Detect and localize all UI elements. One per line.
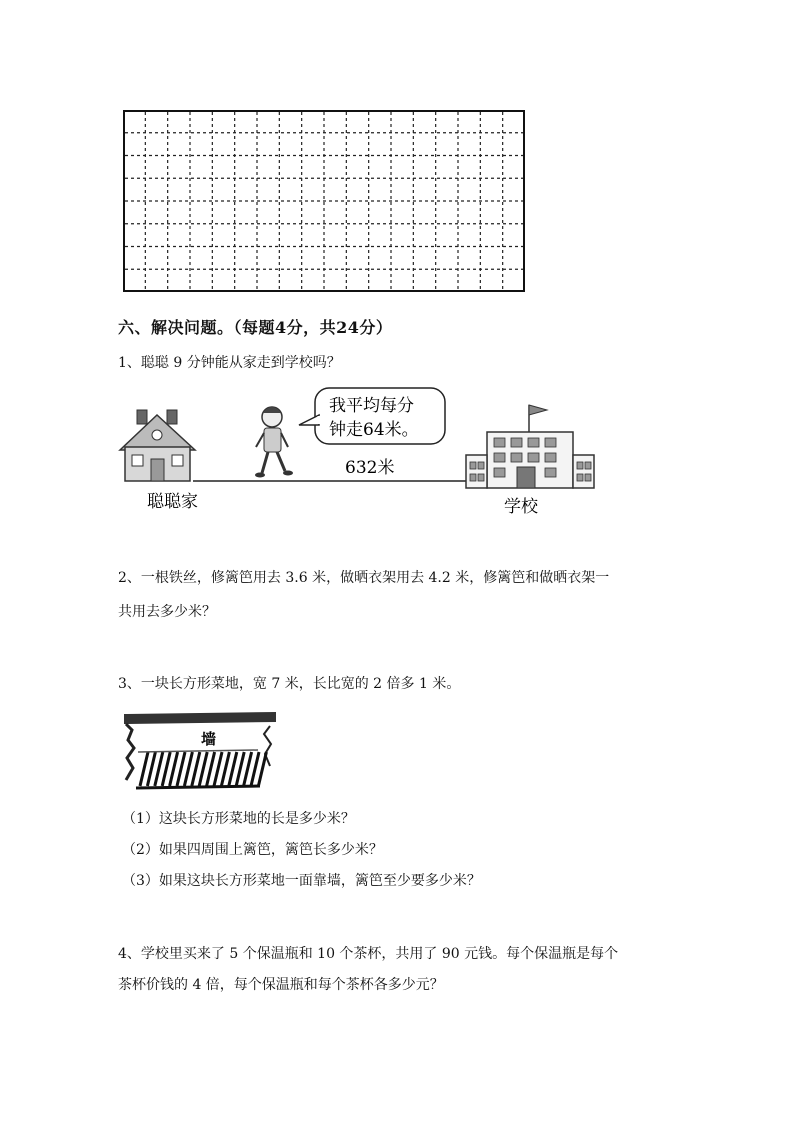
sub-question-2: （2）如果四周围上篱笆，篱笆长多少米？ [122, 842, 383, 858]
question-2-line-1: 2、一根铁丝，修篱笆用去 3.6 米，做晒衣架用去 4.2 米，修篱笆和做晒衣架一 [118, 570, 610, 586]
speech-line-2: 钟走64米。 [329, 420, 419, 440]
question-3: 3、一块长方形菜地，宽 7 米，长比宽的 2 倍多 1 米。 [118, 676, 461, 692]
speech-line-1: 我平均每分 [329, 396, 414, 416]
question-4-line-2: 茶杯价钱的 4 倍，每个保温瓶和每个茶杯各多少元？ [118, 977, 444, 993]
question-4-line-1: 4、学校里买来了 5 个保温瓶和 10 个茶杯，共用了 90 元钱。每个保温瓶是每个 [118, 946, 619, 962]
sub-question-1: （1）这块长方形菜地的长是多少米？ [122, 811, 355, 827]
house-icon [120, 410, 195, 481]
question-2-line-2: 共用去多少米？ [118, 604, 216, 620]
school-label: 学校 [504, 497, 538, 517]
distance-label: 632米 [345, 458, 395, 478]
sub-question-3: （3）如果这块长方形菜地一面靠墙，篱笆至少要多少米？ [122, 873, 481, 889]
school-icon [466, 405, 594, 488]
section-title: 六、解决问题。（每题4分，共24分） [118, 318, 393, 337]
question-1: 1、聪聪 9 分钟能从家走到学校吗？ [118, 355, 341, 371]
boy-icon [255, 407, 293, 478]
writing-grid [123, 110, 525, 292]
vegetable-garden-illustration [122, 708, 278, 794]
wall-label: 墙 [201, 730, 217, 748]
home-label: 聪聪家 [147, 492, 198, 512]
walk-to-school-illustration [115, 385, 595, 520]
